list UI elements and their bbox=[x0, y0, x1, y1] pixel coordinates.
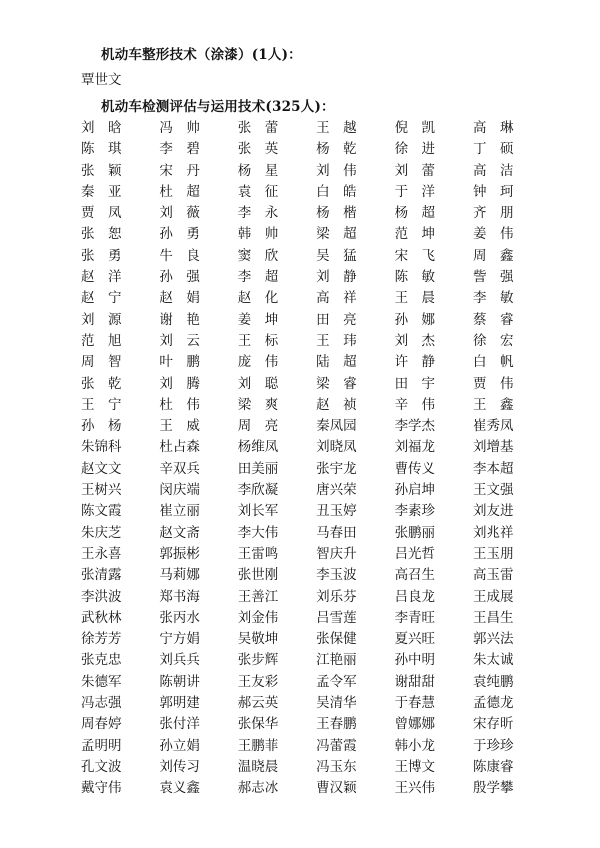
student-name: 袁 征 bbox=[237, 183, 279, 200]
student-name: 张 勇 bbox=[81, 247, 122, 264]
student-name: 智庆升 bbox=[316, 545, 357, 562]
student-name: 孙立娟 bbox=[159, 737, 200, 754]
student-name: 辛 伟 bbox=[394, 396, 436, 413]
student-name: 武秋林 bbox=[81, 609, 122, 626]
student-name: 李本超 bbox=[472, 460, 514, 477]
student-name: 李素珍 bbox=[394, 503, 436, 520]
student-name: 陈 敏 bbox=[394, 269, 436, 286]
student-name: 刘 薇 bbox=[159, 205, 200, 222]
student-name: 蔡 睿 bbox=[472, 311, 514, 328]
student-name: 李学杰 bbox=[394, 418, 436, 435]
student-name: 孙 强 bbox=[159, 269, 200, 286]
student-name: 宋 丹 bbox=[159, 162, 200, 179]
student-name: 郭兴法 bbox=[472, 631, 514, 648]
student-name: 马莉娜 bbox=[159, 567, 200, 584]
student-name: 刘 静 bbox=[316, 269, 357, 286]
student-name: 赵 洋 bbox=[81, 269, 122, 286]
student-name: 李青旺 bbox=[394, 609, 436, 626]
student-name: 冯 帅 bbox=[159, 120, 200, 136]
student-name: 李 敏 bbox=[472, 290, 514, 307]
student-name: 王鹏菲 bbox=[237, 737, 279, 754]
student-name: 牛 良 bbox=[159, 247, 200, 264]
student-name: 张 乾 bbox=[81, 375, 122, 392]
student-name: 贾 伟 bbox=[472, 375, 514, 392]
student-name: 杨 楷 bbox=[316, 205, 357, 222]
section-heading-vehicle-body-painting: 机动车整形技术（涂漆）(1人)： bbox=[101, 47, 302, 63]
student-name: 张宇龙 bbox=[316, 460, 357, 477]
student-name: 唐兴荣 bbox=[316, 482, 357, 499]
student-name: 郝云英 bbox=[237, 695, 279, 712]
student-name: 刘 云 bbox=[159, 332, 200, 349]
student-name: 崔立丽 bbox=[159, 503, 200, 520]
student-name: 田 宇 bbox=[394, 375, 436, 392]
student-name: 高召生 bbox=[394, 567, 436, 584]
student-name: 王博文 bbox=[394, 758, 436, 775]
student-name: 朱德军 bbox=[81, 673, 122, 690]
student-name: 叶 鹏 bbox=[159, 354, 200, 371]
student-name: 杨维凤 bbox=[237, 439, 279, 456]
student-name: 高 琳 bbox=[472, 120, 514, 136]
student-name: 高 洁 bbox=[472, 162, 514, 179]
student-name: 孙 杨 bbox=[81, 418, 122, 435]
student-name: 覃世文 bbox=[81, 72, 122, 88]
names-grid bbox=[81, 118, 581, 800]
student-name: 王 标 bbox=[237, 332, 279, 349]
student-name: 王 威 bbox=[159, 418, 200, 435]
student-name: 刘兵兵 bbox=[159, 652, 200, 669]
student-name: 赵 祯 bbox=[316, 396, 357, 413]
student-name: 曹传义 bbox=[394, 460, 436, 477]
student-name: 吕光哲 bbox=[394, 545, 436, 562]
student-name: 孟明明 bbox=[81, 737, 122, 754]
student-name: 秦凤园 bbox=[316, 418, 357, 435]
student-name: 王 越 bbox=[316, 120, 357, 136]
student-name: 张付洋 bbox=[159, 716, 200, 733]
student-name: 王成展 bbox=[472, 588, 514, 605]
student-name: 王树兴 bbox=[81, 482, 122, 499]
student-name: 姜 伟 bbox=[472, 226, 514, 243]
student-name: 吴 猛 bbox=[316, 247, 357, 264]
student-name: 袁义鑫 bbox=[159, 780, 200, 797]
student-name: 田美丽 bbox=[237, 460, 279, 477]
student-name: 宋 飞 bbox=[394, 247, 436, 264]
student-name: 刘 蕾 bbox=[394, 162, 436, 179]
student-name: 王 玮 bbox=[316, 332, 357, 349]
student-name: 高 祥 bbox=[316, 290, 357, 307]
student-name: 袁纯鹏 bbox=[472, 673, 514, 690]
student-name: 杨 超 bbox=[394, 205, 436, 222]
student-name: 马春田 bbox=[316, 524, 357, 541]
student-name: 丑玉婷 bbox=[316, 503, 357, 520]
student-name: 周 智 bbox=[81, 354, 122, 371]
student-name: 周春婷 bbox=[81, 716, 122, 733]
student-name: 曹汉颖 bbox=[316, 780, 357, 797]
student-name: 夏兴旺 bbox=[394, 631, 436, 648]
student-name: 吴敬坤 bbox=[237, 631, 279, 648]
student-name: 高玉雷 bbox=[472, 567, 514, 584]
student-name: 韩小龙 bbox=[394, 737, 436, 754]
student-name: 闵庆端 bbox=[159, 482, 200, 499]
student-name: 李 碧 bbox=[159, 141, 200, 158]
student-name: 齐 朋 bbox=[472, 205, 514, 222]
student-name: 赵文文 bbox=[81, 460, 122, 477]
student-name: 郭振彬 bbox=[159, 545, 200, 562]
student-name: 周 鑫 bbox=[472, 247, 514, 264]
student-name: 田 亮 bbox=[316, 311, 357, 328]
student-name: 吕良龙 bbox=[394, 588, 436, 605]
student-name: 宁方娟 bbox=[159, 631, 200, 648]
student-name: 李欣凝 bbox=[237, 482, 279, 499]
student-name: 訾 强 bbox=[472, 269, 514, 286]
student-name: 王 鑫 bbox=[472, 396, 514, 413]
student-name: 于春慧 bbox=[394, 695, 436, 712]
student-name: 杜 超 bbox=[159, 183, 200, 200]
student-name: 王友彩 bbox=[237, 673, 279, 690]
student-name: 张保健 bbox=[316, 631, 357, 648]
student-name: 郝志冰 bbox=[237, 780, 279, 797]
student-name: 孙启坤 bbox=[394, 482, 436, 499]
student-name: 张克忠 bbox=[81, 652, 122, 669]
student-name: 冯玉东 bbox=[316, 758, 357, 775]
student-name: 刘传习 bbox=[159, 758, 200, 775]
student-name: 张世刚 bbox=[237, 567, 279, 584]
student-name: 姜 坤 bbox=[237, 311, 279, 328]
student-name: 赵 化 bbox=[237, 290, 279, 307]
student-name: 丁 硕 bbox=[472, 141, 514, 158]
student-name: 刘 杰 bbox=[394, 332, 436, 349]
student-name: 张 英 bbox=[237, 141, 279, 158]
student-name: 王文强 bbox=[472, 482, 514, 499]
student-name: 陈文霞 bbox=[81, 503, 122, 520]
student-name: 倪 凯 bbox=[394, 120, 436, 136]
student-name: 王 宁 bbox=[81, 396, 122, 413]
student-name: 宋存昕 bbox=[472, 716, 514, 733]
student-name: 刘 晗 bbox=[81, 120, 122, 136]
student-name: 刘 腾 bbox=[159, 375, 200, 392]
student-name: 钟 珂 bbox=[472, 183, 514, 200]
student-name: 孙 娜 bbox=[394, 311, 436, 328]
student-name: 刘福龙 bbox=[394, 439, 436, 456]
student-name: 张鹏丽 bbox=[394, 524, 436, 541]
student-name: 朱太诚 bbox=[472, 652, 514, 669]
student-name: 王永喜 bbox=[81, 545, 122, 562]
student-name: 张丙水 bbox=[159, 609, 200, 626]
student-name: 李大伟 bbox=[237, 524, 279, 541]
student-name: 戴守伟 bbox=[81, 780, 122, 797]
student-name: 白 帆 bbox=[472, 354, 514, 371]
student-name: 梁 睿 bbox=[316, 375, 357, 392]
student-name: 赵文斋 bbox=[159, 524, 200, 541]
student-name: 冯志强 bbox=[81, 695, 122, 712]
student-name: 孟德龙 bbox=[472, 695, 514, 712]
student-name: 吕雪莲 bbox=[316, 609, 357, 626]
student-name: 刘乐芬 bbox=[316, 588, 357, 605]
student-name: 江艳丽 bbox=[316, 652, 357, 669]
student-name: 范 坤 bbox=[394, 226, 436, 243]
student-name: 谢 艳 bbox=[159, 311, 200, 328]
student-name: 赵 娟 bbox=[159, 290, 200, 307]
student-name: 王玉朋 bbox=[472, 545, 514, 562]
student-name: 范 旭 bbox=[81, 332, 122, 349]
student-name: 陈 琪 bbox=[81, 141, 122, 158]
student-name: 陈朝讲 bbox=[159, 673, 200, 690]
student-name: 王雷鸣 bbox=[237, 545, 279, 562]
student-name: 刘 伟 bbox=[316, 162, 357, 179]
student-name: 梁 爽 bbox=[237, 396, 279, 413]
student-name: 孙 勇 bbox=[159, 226, 200, 243]
student-name: 张保华 bbox=[237, 716, 279, 733]
student-name: 崔秀凤 bbox=[472, 418, 514, 435]
student-name: 李洪波 bbox=[81, 588, 122, 605]
student-name: 于 洋 bbox=[394, 183, 436, 200]
student-name: 吴清华 bbox=[316, 695, 357, 712]
student-name: 于珍珍 bbox=[472, 737, 514, 754]
student-name: 孙中明 bbox=[394, 652, 436, 669]
student-name: 杨 乾 bbox=[316, 141, 357, 158]
student-name: 刘友进 bbox=[472, 503, 514, 520]
student-name: 刘 聪 bbox=[237, 375, 279, 392]
student-name: 李 永 bbox=[237, 205, 279, 222]
student-name: 谢甜甜 bbox=[394, 673, 436, 690]
student-name: 王昌生 bbox=[472, 609, 514, 626]
student-name: 郭明建 bbox=[159, 695, 200, 712]
student-name: 朱庆芝 bbox=[81, 524, 122, 541]
student-name: 温晓晨 bbox=[237, 758, 279, 775]
student-name: 朱锦科 bbox=[81, 439, 122, 456]
student-name: 张步辉 bbox=[237, 652, 279, 669]
student-name: 刘增基 bbox=[472, 439, 514, 456]
section-heading-vehicle-inspection: 机动车检测评估与运用技术(325人)： bbox=[101, 99, 335, 115]
student-name: 杨 星 bbox=[237, 162, 279, 179]
student-name: 秦 亚 bbox=[81, 183, 122, 200]
student-name: 许 静 bbox=[394, 354, 436, 371]
student-name: 赵 宁 bbox=[81, 290, 122, 307]
student-name: 孟令军 bbox=[316, 673, 357, 690]
student-name: 梁 超 bbox=[316, 226, 357, 243]
student-name: 徐芳芳 bbox=[81, 631, 122, 648]
student-name: 白 皓 bbox=[316, 183, 357, 200]
student-name: 郑书海 bbox=[159, 588, 200, 605]
student-name: 徐 宏 bbox=[472, 332, 514, 349]
student-name: 张清露 bbox=[81, 567, 122, 584]
student-name: 曾娜娜 bbox=[394, 716, 436, 733]
student-name: 王 晨 bbox=[394, 290, 436, 307]
student-name: 刘 源 bbox=[81, 311, 122, 328]
student-name: 庞 伟 bbox=[237, 354, 279, 371]
student-name: 辛双兵 bbox=[159, 460, 200, 477]
student-name: 王善江 bbox=[237, 588, 279, 605]
student-name: 李 超 bbox=[237, 269, 279, 286]
student-name: 张 颖 bbox=[81, 162, 122, 179]
student-name: 张 恕 bbox=[81, 226, 122, 243]
student-name: 贾 凤 bbox=[81, 205, 122, 222]
student-name: 殷学攀 bbox=[472, 780, 514, 797]
student-name: 冯蕾霞 bbox=[316, 737, 357, 754]
student-name: 李玉波 bbox=[316, 567, 357, 584]
student-name: 韩 帅 bbox=[237, 226, 279, 243]
student-name: 刘长军 bbox=[237, 503, 279, 520]
student-name: 杜 伟 bbox=[159, 396, 200, 413]
student-name: 王春鹏 bbox=[316, 716, 357, 733]
student-name: 杜占森 bbox=[159, 439, 200, 456]
student-name: 刘兆祥 bbox=[472, 524, 514, 541]
student-name: 窦 欣 bbox=[237, 247, 279, 264]
student-name: 孔文波 bbox=[81, 758, 122, 775]
student-name: 周 亮 bbox=[237, 418, 279, 435]
student-name: 陈康睿 bbox=[472, 758, 514, 775]
student-name: 徐 进 bbox=[394, 141, 436, 158]
student-name: 刘金伟 bbox=[237, 609, 279, 626]
student-name: 张 蕾 bbox=[237, 120, 279, 136]
student-name: 刘晓凤 bbox=[316, 439, 357, 456]
student-name: 陆 超 bbox=[316, 354, 357, 371]
student-name: 王兴伟 bbox=[394, 780, 436, 797]
